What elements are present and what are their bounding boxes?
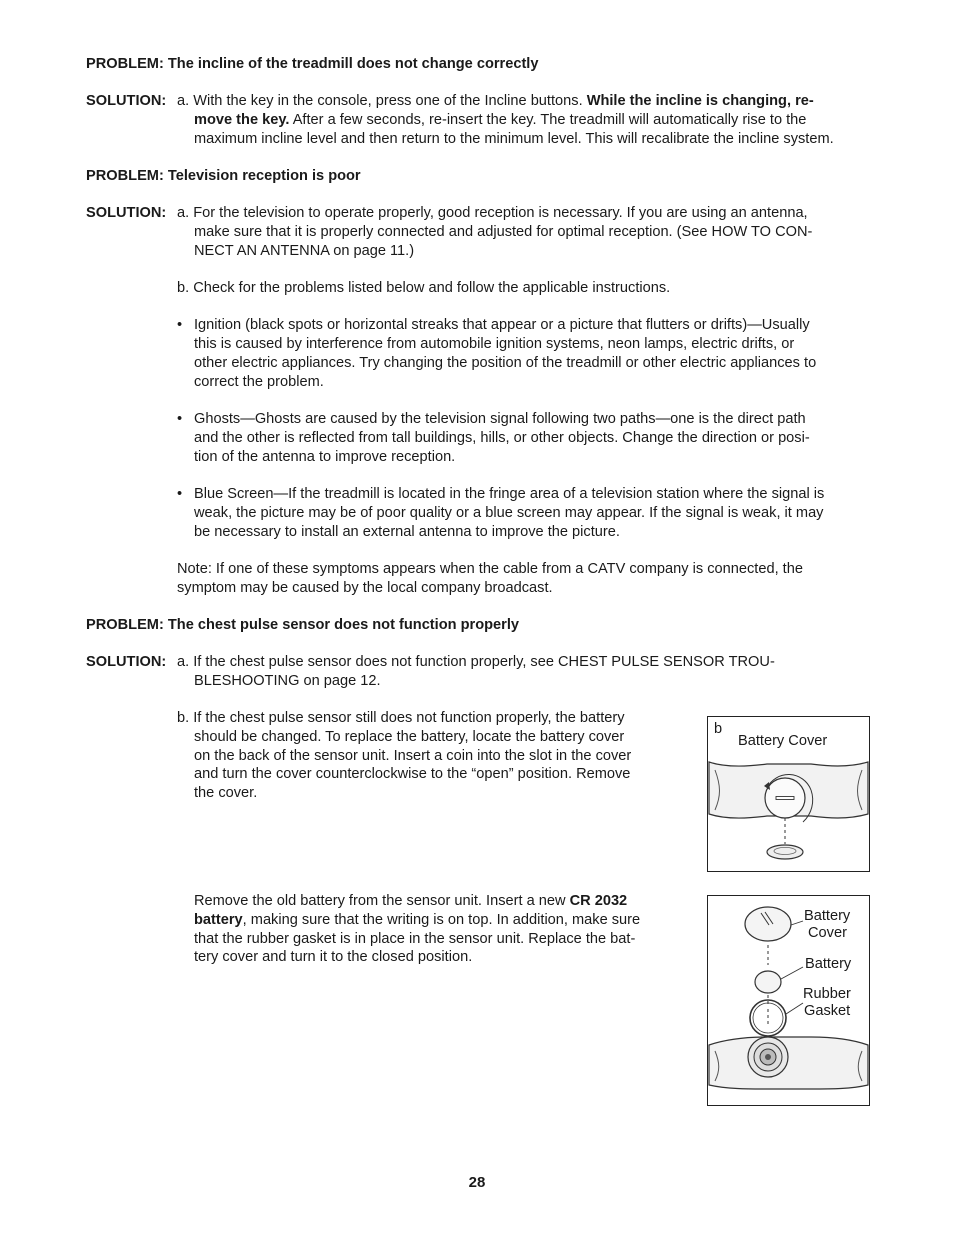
figure-label-battery-cover: Battery Cover [738, 733, 828, 749]
bullet-text-ignition: Ignition (black spots or horizontal streaks that appear or a picture that flutters or drifts)—Usually [194, 317, 810, 333]
figure-label-battery-cover: Battery [804, 908, 851, 924]
solution-text: the cover. [194, 785, 258, 801]
bullet-text-blue-screen: be necessary to install an external antenna to improve the picture. [194, 524, 620, 540]
figure-battery-replacement [707, 895, 870, 1106]
solution-text: BLESHOOTING on page 12. [194, 673, 381, 689]
bullet: • [177, 317, 183, 333]
note-text: symptom may be caused by the local company broadcast. [177, 580, 553, 596]
problem-heading-pulse: PROBLEM: The chest pulse sensor does not function properly [86, 617, 519, 633]
bullet-text-blue-screen: weak, the picture may be of poor quality or a blue screen may appear. If the signal is weak, it may [194, 505, 824, 521]
page-number: 28 [468, 1174, 486, 1191]
solution-label: SOLUTION: [86, 654, 167, 670]
solution-label: SOLUTION: [86, 205, 167, 221]
solution-text: b. Check for the problems listed below and follow the applicable instructions. [177, 280, 671, 296]
solution-text: make sure that it is properly connected and adjusted for optimal reception. (See HOW TO CON- [194, 224, 813, 240]
bullet-text-ghosts: and the other is reflected from tall buildings, hills, or other objects. Change the direction or posi- [194, 430, 810, 446]
figure-letter: b [714, 721, 723, 737]
note-text: Note: If one of these symptoms appears when the cable from a CATV company is connected, the [177, 561, 803, 577]
bullet-text-blue-screen: Blue Screen—If the treadmill is located in the fringe area of a television station where the signal is [194, 486, 825, 502]
figure-label-rubber-gasket: Gasket [804, 1003, 851, 1019]
solution-text: a. With the key in the console, press one of the Incline buttons. While the incline is changing, re- [177, 93, 814, 109]
solution-text: move the key. After a few seconds, re-insert the key. The treadmill will automatically rise to the [194, 112, 807, 128]
solution-text: maximum incline level and then return to the minimum level. This will recalibrate the incline system. [194, 131, 834, 147]
solution-text: a. For the television to operate properly, good reception is necessary. If you are using an antenna, [177, 205, 808, 221]
bullet-text-ghosts: tion of the antenna to improve reception. [194, 449, 456, 465]
figure-battery-cover [707, 716, 870, 872]
sensor-unit-illustration [707, 716, 870, 872]
solution-text: that the rubber gasket is in place in the sensor unit. Replace the bat- [194, 931, 636, 947]
bullet-text-ignition: other electric appliances. Try changing the position of the treadmill or other electric appliances to [194, 355, 817, 371]
bullet-text-ghosts: Ghosts—Ghosts are caused by the television signal following two paths—one is the direct path [194, 411, 806, 427]
bullet-text-ignition: this is caused by interference from automobile ignition systems, neon lamps, electric drifts, or [194, 336, 795, 352]
solution-text: b. If the chest pulse sensor still does not function properly, the battery [177, 710, 625, 726]
solution-text: tery cover and turn it to the closed position. [194, 949, 473, 965]
figure-label-rubber-gasket: Rubber [803, 986, 851, 1002]
solution-label: SOLUTION: [86, 93, 167, 109]
bullet: • [177, 486, 183, 502]
battery-exploded-illustration [707, 895, 870, 1106]
bullet: • [177, 411, 183, 427]
solution-text: NECT AN ANTENNA on page 11.) [194, 243, 415, 259]
problem-heading-tv: PROBLEM: Television reception is poor [86, 168, 361, 184]
solution-text: should be changed. To replace the battery, locate the battery cover [194, 729, 625, 745]
solution-text: Remove the old battery from the sensor unit. Insert a new CR 2032 [194, 893, 628, 909]
figure-label-battery-cover: Cover [808, 925, 847, 941]
solution-text: and turn the cover counterclockwise to the “open” position. Remove [194, 766, 631, 782]
solution-text: a. If the chest pulse sensor does not function properly, see CHEST PULSE SENSOR TROU- [177, 654, 775, 670]
bullet-text-ignition: correct the problem. [194, 374, 324, 390]
problem-heading-incline: PROBLEM: The incline of the treadmill does not change correctly [86, 56, 539, 72]
solution-text: on the back of the sensor unit. Insert a coin into the slot in the cover [194, 748, 632, 764]
figure-label-battery: Battery [805, 956, 852, 972]
solution-text: battery, making sure that the writing is on top. In addition, make sure [194, 912, 641, 928]
